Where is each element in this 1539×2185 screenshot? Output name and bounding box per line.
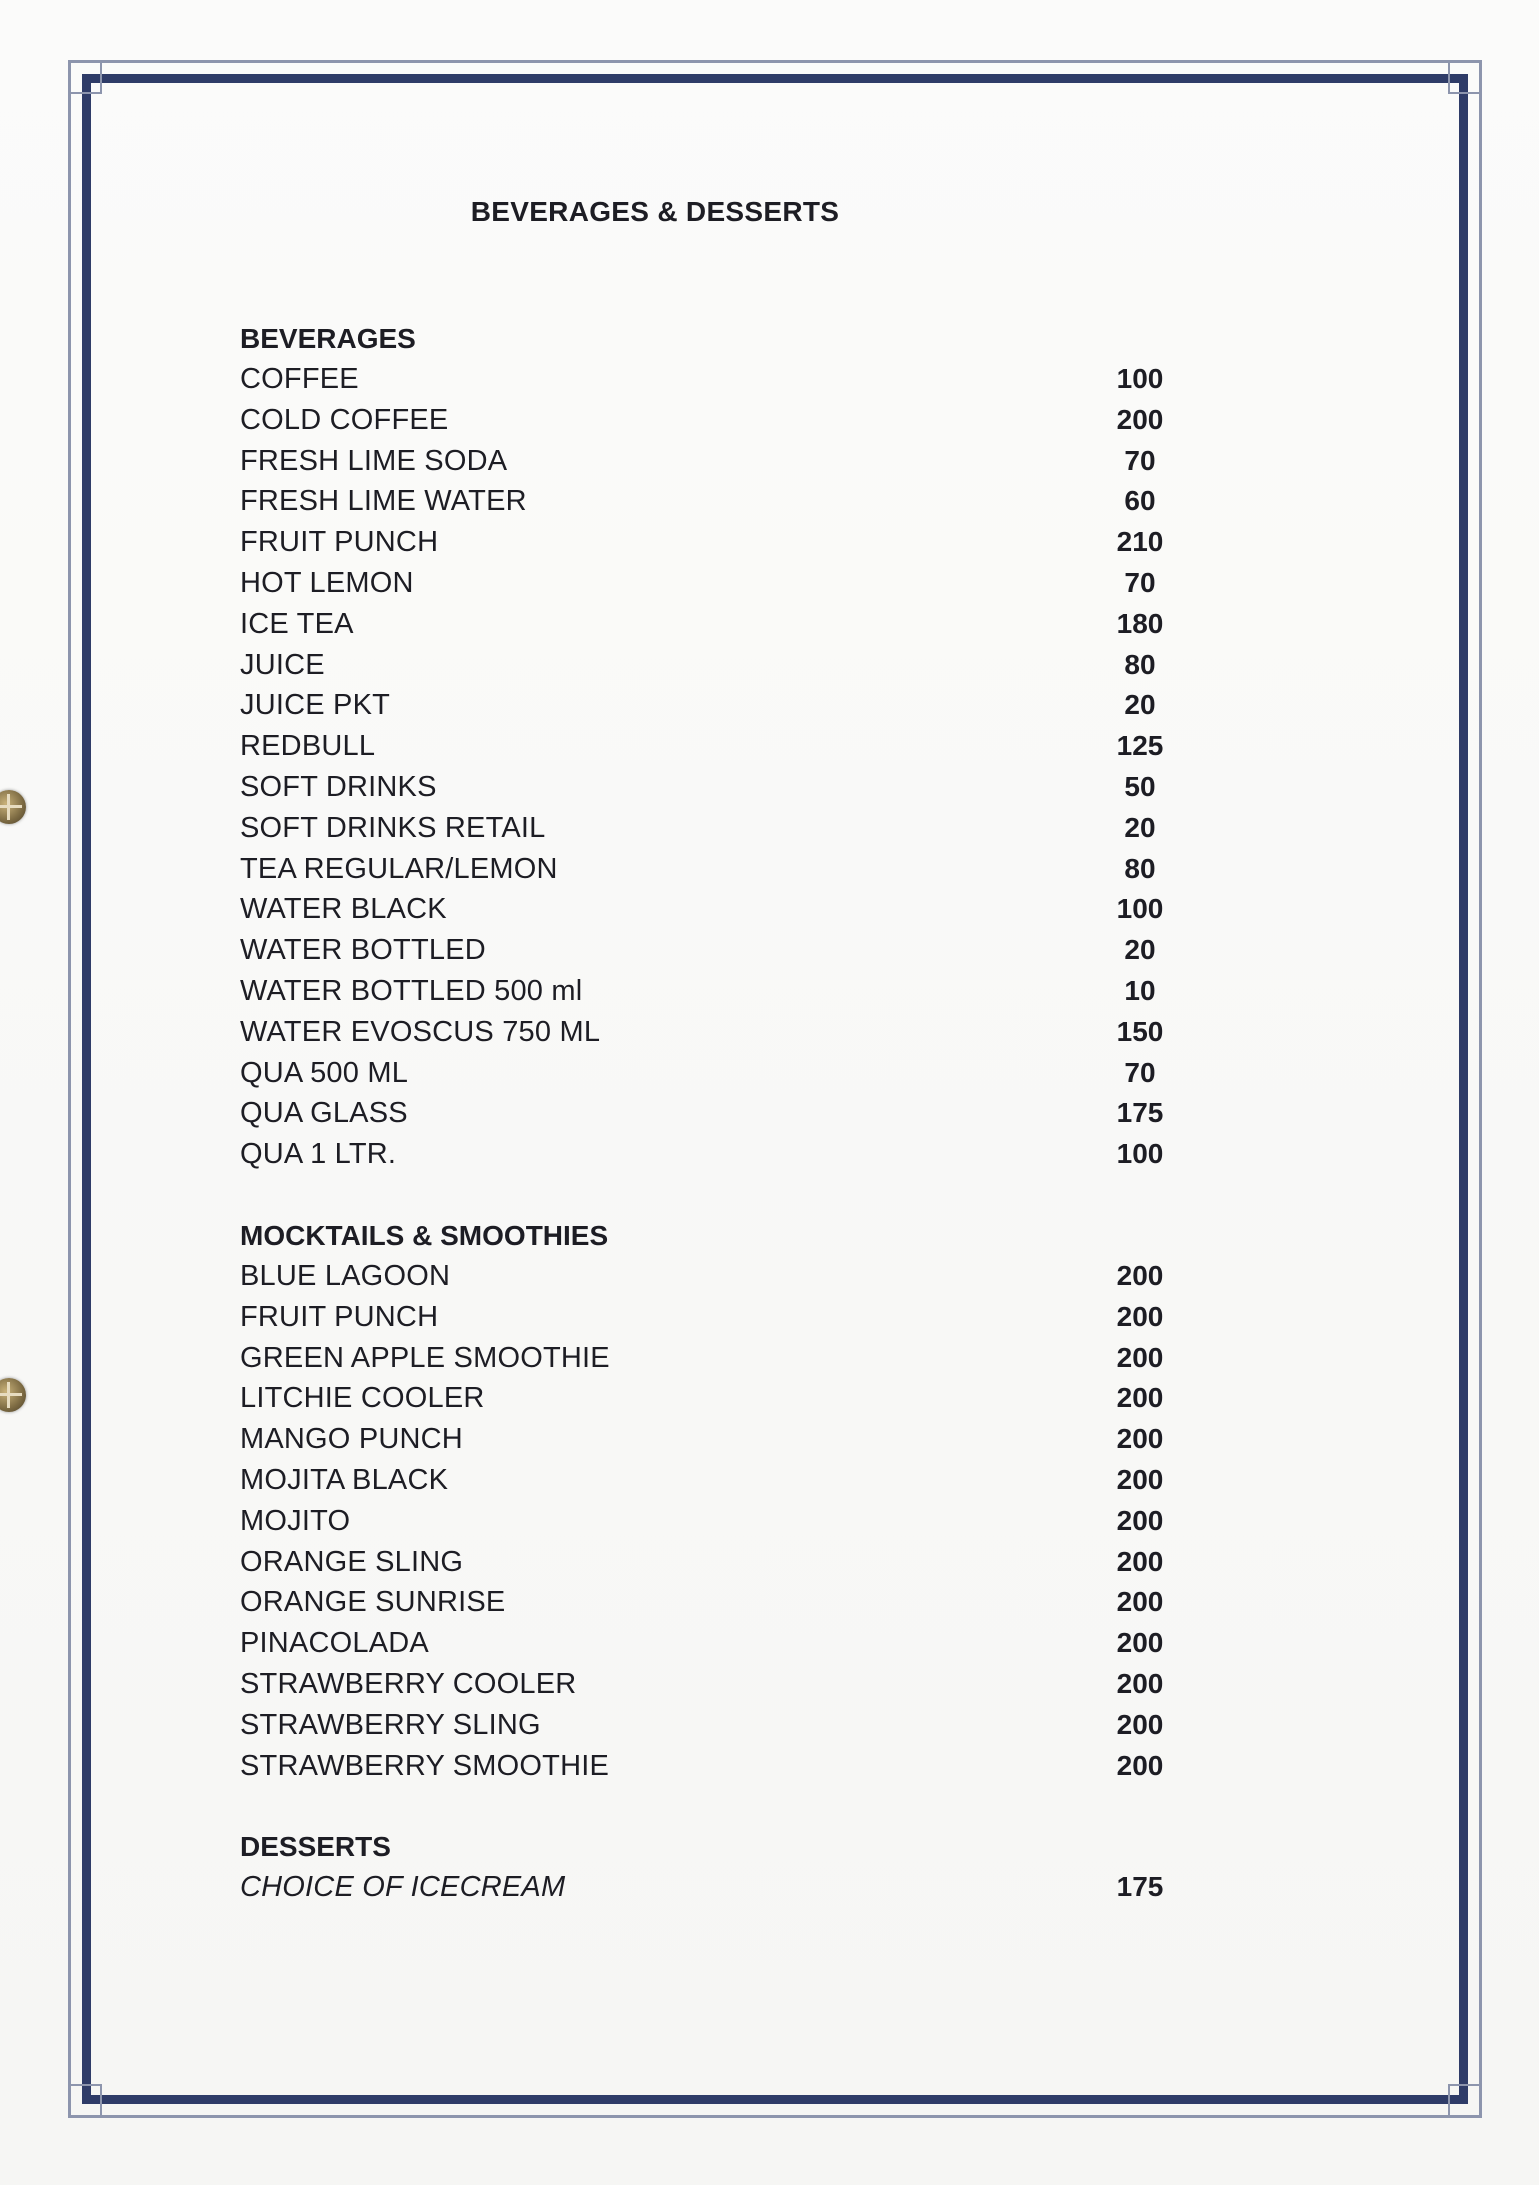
menu-item bbox=[240, 604, 1200, 645]
item-price: 210 bbox=[1116, 526, 1164, 558]
border-corner-ornament bbox=[1448, 2084, 1482, 2118]
section-heading: BEVERAGES bbox=[240, 323, 416, 354]
item-name: STRAWBERRY SLING bbox=[240, 1708, 541, 1741]
item-price: 20 bbox=[1124, 934, 1156, 966]
menu-item bbox=[240, 767, 1200, 808]
item-price: 200 bbox=[1116, 1423, 1164, 1455]
item-price: 175 bbox=[1116, 1097, 1164, 1129]
menu-item bbox=[240, 1378, 1200, 1419]
menu-item bbox=[240, 1582, 1200, 1623]
menu-item bbox=[240, 1501, 1200, 1542]
border-corner-ornament bbox=[68, 2084, 102, 2118]
menu-item bbox=[240, 808, 1200, 849]
border-corner-ornament bbox=[68, 60, 102, 94]
item-price: 70 bbox=[1124, 444, 1156, 476]
menu-item bbox=[240, 481, 1200, 522]
item-name: HOT LEMON bbox=[240, 566, 414, 599]
item-name: WATER EVOSCUS 750 ML bbox=[240, 1015, 601, 1048]
item-price: 200 bbox=[1116, 1382, 1164, 1414]
menu-section bbox=[240, 318, 1200, 1175]
item-name: MANGO PUNCH bbox=[240, 1423, 463, 1456]
item-name: JUICE bbox=[240, 648, 325, 681]
item-name: QUA 500 ML bbox=[240, 1056, 409, 1089]
item-name: QUA 1 LTR. bbox=[240, 1138, 397, 1171]
menu-item bbox=[240, 441, 1200, 482]
menu-section bbox=[240, 1826, 1200, 1908]
menu-item bbox=[240, 645, 1200, 686]
item-price: 100 bbox=[1116, 893, 1164, 925]
item-price: 20 bbox=[1124, 689, 1156, 721]
item-name: SOFT DRINKS bbox=[240, 770, 437, 803]
menu-item bbox=[240, 1053, 1200, 1094]
menu-item bbox=[240, 1460, 1200, 1501]
menu-item bbox=[240, 685, 1200, 726]
item-name: FRESH LIME WATER bbox=[240, 485, 527, 518]
item-price: 60 bbox=[1124, 485, 1156, 517]
item-name: WATER BLACK bbox=[240, 893, 447, 926]
item-name: FRESH LIME SODA bbox=[240, 444, 508, 477]
item-name: STRAWBERRY SMOOTHIE bbox=[240, 1749, 610, 1782]
item-name: COLD COFFEE bbox=[240, 403, 449, 436]
item-price: 150 bbox=[1116, 1015, 1164, 1047]
menu-item bbox=[240, 1867, 1200, 1908]
item-price: 200 bbox=[1116, 1504, 1164, 1536]
item-name: JUICE PKT bbox=[240, 689, 391, 722]
item-price: 200 bbox=[1116, 1463, 1164, 1495]
item-price: 80 bbox=[1124, 852, 1156, 884]
item-price: 180 bbox=[1116, 607, 1164, 639]
menu-item bbox=[240, 400, 1200, 441]
item-name: QUA GLASS bbox=[240, 1097, 408, 1130]
item-price: 10 bbox=[1124, 974, 1156, 1006]
menu-item bbox=[240, 1338, 1200, 1379]
item-price: 200 bbox=[1116, 403, 1164, 435]
item-price: 200 bbox=[1116, 1259, 1164, 1291]
menu-item bbox=[240, 1705, 1200, 1746]
item-price: 200 bbox=[1116, 1627, 1164, 1659]
menu-item bbox=[240, 1623, 1200, 1664]
item-name: MOJITO bbox=[240, 1504, 351, 1537]
item-name: BLUE LAGOON bbox=[240, 1259, 451, 1292]
item-price: 70 bbox=[1124, 1056, 1156, 1088]
item-price: 20 bbox=[1124, 811, 1156, 843]
item-price: 50 bbox=[1124, 770, 1156, 802]
menu-item bbox=[240, 522, 1200, 563]
item-price: 200 bbox=[1116, 1667, 1164, 1699]
item-name: SOFT DRINKS RETAIL bbox=[240, 811, 546, 844]
menu-item bbox=[240, 889, 1200, 930]
menu-item bbox=[240, 849, 1200, 890]
menu-item bbox=[240, 971, 1200, 1012]
menu-item bbox=[240, 1664, 1200, 1705]
item-price: 200 bbox=[1116, 1586, 1164, 1618]
page-title: BEVERAGES & DESSERTS bbox=[470, 196, 840, 227]
item-price: 200 bbox=[1116, 1545, 1164, 1577]
menu-item bbox=[240, 1297, 1200, 1338]
item-price: 175 bbox=[1116, 1871, 1164, 1903]
menu-item bbox=[240, 1256, 1200, 1297]
item-name: WATER BOTTLED 500 ml bbox=[240, 974, 583, 1007]
menu-item bbox=[240, 1419, 1200, 1460]
item-price: 125 bbox=[1116, 730, 1164, 762]
section-heading: DESSERTS bbox=[240, 1831, 391, 1863]
item-price: 100 bbox=[1116, 1138, 1164, 1170]
menu-item bbox=[240, 930, 1200, 971]
item-price: 200 bbox=[1116, 1749, 1164, 1781]
item-name: FRUIT PUNCH bbox=[240, 526, 439, 559]
item-name: ORANGE SUNRISE bbox=[240, 1586, 506, 1619]
section-heading: MOCKTAILS & SMOOTHIES bbox=[240, 1219, 609, 1251]
menu-item bbox=[240, 1746, 1200, 1787]
item-name: TEA REGULAR/LEMON bbox=[240, 852, 558, 885]
item-name: LITCHIE COOLER bbox=[240, 1382, 485, 1415]
item-name: ICE TEA bbox=[240, 607, 354, 640]
item-name: FRUIT PUNCH bbox=[240, 1300, 439, 1333]
item-name: REDBULL bbox=[240, 730, 376, 763]
item-price: 200 bbox=[1116, 1708, 1164, 1740]
item-name: WATER BOTTLED bbox=[240, 934, 486, 967]
menu-item bbox=[240, 1542, 1200, 1583]
menu-item bbox=[240, 1012, 1200, 1053]
item-name: STRAWBERRY COOLER bbox=[240, 1667, 577, 1700]
item-price: 70 bbox=[1124, 566, 1156, 598]
item-name: ORANGE SLING bbox=[240, 1545, 464, 1578]
menu-list bbox=[240, 318, 1200, 1908]
item-price: 100 bbox=[1116, 363, 1164, 394]
menu-item bbox=[240, 1093, 1200, 1134]
item-name: CHOICE OF ICECREAM bbox=[240, 1871, 566, 1904]
menu-item bbox=[240, 1134, 1200, 1175]
menu-item bbox=[240, 726, 1200, 767]
item-price: 200 bbox=[1116, 1300, 1164, 1332]
item-name: PINACOLADA bbox=[240, 1627, 429, 1660]
item-price: 80 bbox=[1124, 648, 1156, 680]
item-name: GREEN APPLE SMOOTHIE bbox=[240, 1341, 610, 1374]
menu-section bbox=[240, 1215, 1200, 1786]
menu-item bbox=[240, 359, 1200, 400]
menu-item bbox=[240, 563, 1200, 604]
item-name: MOJITA BLACK bbox=[240, 1463, 449, 1496]
border-corner-ornament bbox=[1448, 60, 1482, 94]
item-price: 200 bbox=[1116, 1341, 1164, 1373]
item-name: COFFEE bbox=[240, 363, 359, 395]
